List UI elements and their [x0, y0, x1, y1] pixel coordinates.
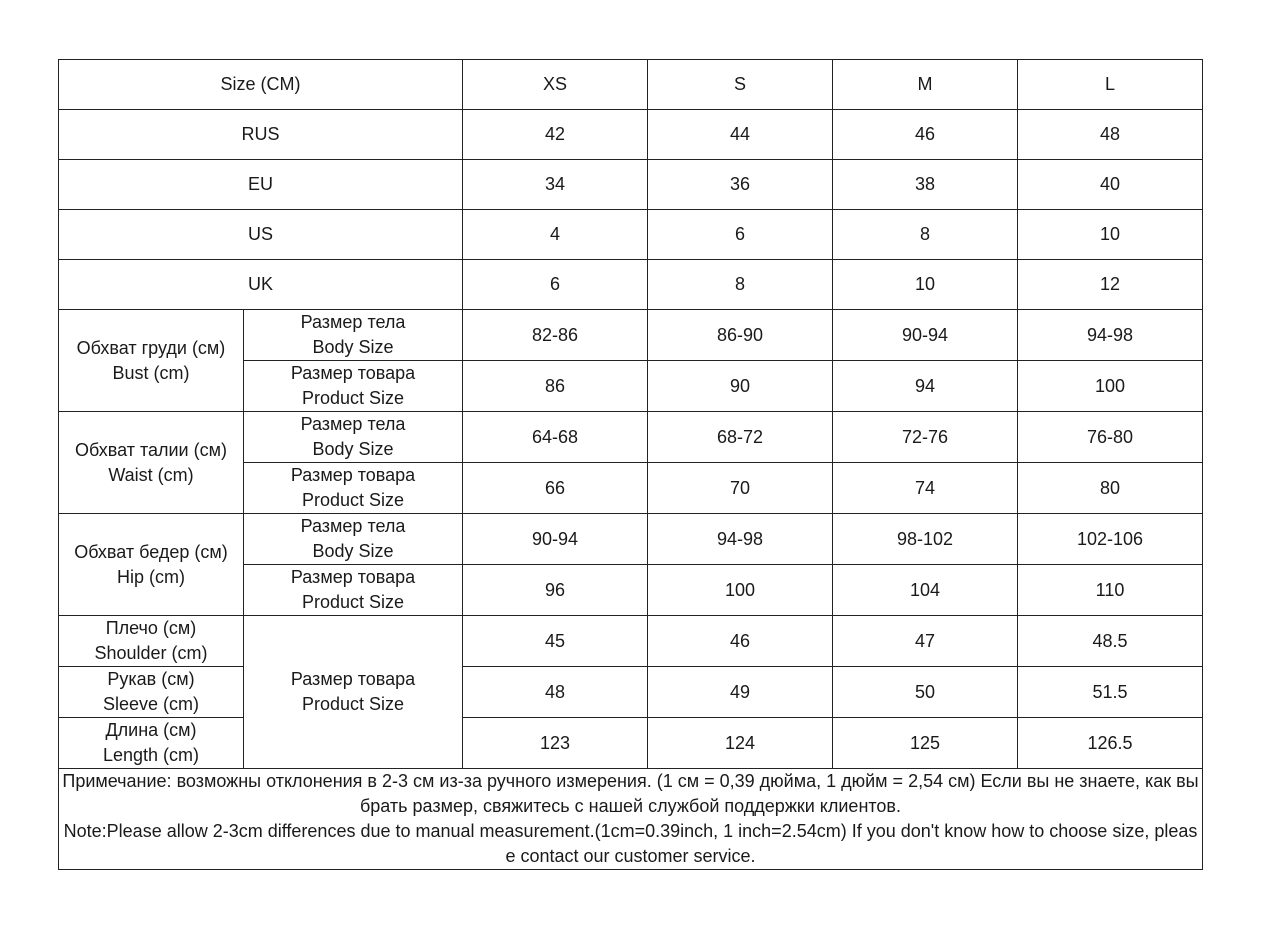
table-cell: 123 [463, 718, 648, 769]
table-cell: 90-94 [463, 514, 648, 565]
table-cell: 8 [833, 210, 1018, 260]
table-row [59, 160, 1203, 210]
conversion-label-eu: EU [59, 160, 463, 210]
table-row [59, 514, 1203, 565]
label-ru: Длина (см) [105, 720, 197, 740]
measurement-label-shoulder [59, 616, 244, 667]
table-cell: 46 [833, 110, 1018, 160]
label-ru: Рукав (см) [107, 669, 195, 689]
sub-label-ru: Размер товара [290, 465, 416, 485]
sub-label-body-size [244, 514, 463, 565]
table-row [59, 616, 1203, 667]
table-cell: 45 [463, 616, 648, 667]
table-cell: 76-80 [1018, 412, 1203, 463]
table-row [59, 210, 1203, 260]
size-header-l: L [1018, 60, 1203, 110]
conversion-label-us: US [59, 210, 463, 260]
table-cell: 48 [1018, 110, 1203, 160]
table-cell: 94-98 [1018, 310, 1203, 361]
table-cell: 86 [463, 361, 648, 412]
label-en: Waist (cm) [108, 464, 194, 485]
table-cell: 40 [1018, 160, 1203, 210]
sub-label-body-size [244, 310, 463, 361]
table-cell: 66 [463, 463, 648, 514]
table-cell: 51.5 [1018, 667, 1203, 718]
table-cell: 104 [833, 565, 1018, 616]
size-header-label: Size (CM) [59, 60, 463, 110]
table-cell: 70 [648, 463, 833, 514]
size-header-s: S [648, 60, 833, 110]
table-cell: 102-106 [1018, 514, 1203, 565]
sub-label-en: Body Size [312, 439, 394, 459]
table-cell: 100 [648, 565, 833, 616]
sub-label-product-size [244, 361, 463, 412]
sub-label-ru: Размер товара [290, 363, 416, 383]
label-ru: Обхват талии (см) [75, 439, 227, 460]
sub-label-ru: Размер тела [300, 414, 406, 434]
table-cell: 72-76 [833, 412, 1018, 463]
label-ru: Обхват бедер (см) [74, 541, 228, 562]
table-cell: 4 [463, 210, 648, 260]
note-text-en: Note:Please allow 2-3cm differences due to manual measurement.(1cm=0.39inch, 1 inch=2.54cm) If you don't know how to choose size, please contact our customer service. [63, 821, 1198, 866]
table-cell: 44 [648, 110, 833, 160]
table-cell: 10 [1018, 210, 1203, 260]
label-ru: Обхват груди (см) [76, 337, 226, 358]
measurement-label-length [59, 718, 244, 769]
table-cell: 86-90 [648, 310, 833, 361]
table-cell: 12 [1018, 260, 1203, 310]
table-row [59, 110, 1203, 160]
table-cell: 46 [648, 616, 833, 667]
label-en: Bust (cm) [112, 362, 190, 383]
label-en: Sleeve (cm) [102, 694, 200, 714]
sub-label-ru: Размер товара [290, 567, 416, 587]
table-row [59, 718, 1203, 769]
table-cell: 96 [463, 565, 648, 616]
label-ru: Плечо (см) [105, 618, 197, 638]
table-row [59, 260, 1203, 310]
table-row [59, 412, 1203, 463]
table-cell: 48.5 [1018, 616, 1203, 667]
table-cell: 110 [1018, 565, 1203, 616]
size-chart-table [58, 59, 1203, 870]
table-cell: 80 [1018, 463, 1203, 514]
table-cell: 42 [463, 110, 648, 160]
conversion-label-rus: RUS [59, 110, 463, 160]
table-cell: 94 [833, 361, 1018, 412]
table-cell: 6 [648, 210, 833, 260]
sub-label-product-size-merged [244, 616, 463, 769]
note-row [59, 769, 1203, 870]
sub-label-product-size [244, 565, 463, 616]
label-en: Length (cm) [102, 745, 200, 765]
note-cell [59, 769, 1203, 870]
table-cell: 50 [833, 667, 1018, 718]
table-cell: 98-102 [833, 514, 1018, 565]
sub-label-product-size [244, 463, 463, 514]
table-cell: 64-68 [463, 412, 648, 463]
table-cell: 8 [648, 260, 833, 310]
table-cell: 38 [833, 160, 1018, 210]
size-header-m: M [833, 60, 1018, 110]
sub-label-ru: Размер товара [290, 669, 416, 689]
sub-label-en: Body Size [312, 541, 394, 561]
table-cell: 48 [463, 667, 648, 718]
table-cell: 100 [1018, 361, 1203, 412]
header-row [59, 60, 1203, 110]
sub-label-en: Product Size [301, 490, 405, 510]
table-cell: 126.5 [1018, 718, 1203, 769]
measurement-label-hip [59, 514, 244, 616]
table-cell: 124 [648, 718, 833, 769]
table-cell: 34 [463, 160, 648, 210]
sub-label-en: Body Size [312, 337, 394, 357]
sub-label-en: Product Size [301, 388, 405, 408]
table-cell: 94-98 [648, 514, 833, 565]
table-cell: 82-86 [463, 310, 648, 361]
table-cell: 47 [833, 616, 1018, 667]
table-cell: 125 [833, 718, 1018, 769]
table-cell: 10 [833, 260, 1018, 310]
sub-label-ru: Размер тела [300, 312, 406, 332]
conversion-label-uk: UK [59, 260, 463, 310]
table-cell: 6 [463, 260, 648, 310]
measurement-label-bust [59, 310, 244, 412]
sub-label-en: Product Size [301, 592, 405, 612]
table-row [59, 667, 1203, 718]
label-en: Shoulder (cm) [94, 643, 208, 663]
table-cell: 49 [648, 667, 833, 718]
table-cell: 90-94 [833, 310, 1018, 361]
sub-label-body-size [244, 412, 463, 463]
measurement-label-sleeve [59, 667, 244, 718]
label-en: Hip (cm) [117, 566, 185, 587]
sub-label-ru: Размер тела [300, 516, 406, 536]
measurement-label-waist [59, 412, 244, 514]
table-cell: 36 [648, 160, 833, 210]
sub-label-en: Product Size [301, 694, 405, 714]
table-cell: 90 [648, 361, 833, 412]
table-cell: 74 [833, 463, 1018, 514]
table-cell: 68-72 [648, 412, 833, 463]
note-text-ru: Примечание: возможны отклонения в 2-3 см из-за ручного измерения. (1 см = 0,39 дюйма, 1 дюйм = 2,54 см) Если вы не знаете, как выбрать размер, свяжитесь с нашей службой поддержки клиентов. [62, 771, 1199, 816]
size-header-xs: XS [463, 60, 648, 110]
table-row [59, 310, 1203, 361]
